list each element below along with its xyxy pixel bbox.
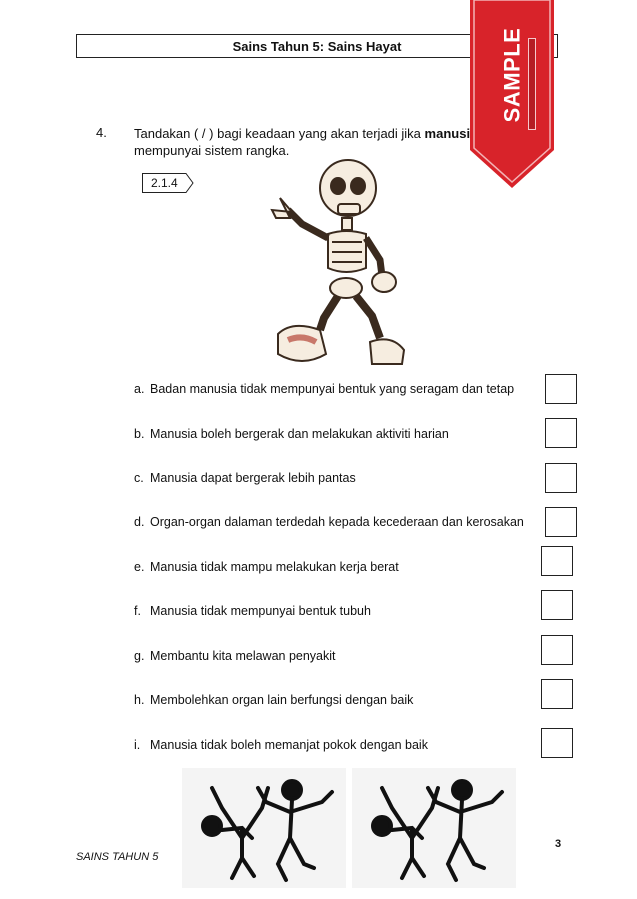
dancing-skeletons-image-2 [352,768,516,888]
option-e: e. Manusia tidak mampu melakukan kerja berat [134,560,399,574]
option-i: i. Manusia tidak boleh memanjat pokok dengan baik [134,738,428,752]
footer-subject: SAINS TAHUN 5 [76,851,159,863]
page-title: Sains Tahun 5: Sains Hayat [232,38,402,54]
option-a-checkbox[interactable] [545,374,577,404]
option-h-checkbox[interactable] [541,679,573,709]
page-number: 3 [555,838,562,850]
option-c: c. Manusia dapat bergerak lebih pantas [134,471,356,485]
option-d: d. Organ-organ dalaman terdedah kepada kecederaan dan kerosakan [134,515,524,529]
option-e-checkbox[interactable] [541,546,573,576]
option-b-checkbox[interactable] [545,418,577,448]
option-h: h. Membolehkan organ lain berfungsi dengan baik [134,693,414,707]
question-number: 4. [96,125,107,140]
skeleton-illustration [262,158,410,368]
standard-code-tag [142,173,188,193]
question-text: Tandakan ( / ) bagi keadaan yang akan terjadi jika manusi mempunyai sistem rangka. [134,126,471,158]
dancing-skeletons-image-1 [182,768,346,888]
option-c-checkbox[interactable] [545,463,577,493]
option-f-checkbox[interactable] [541,590,573,620]
option-b: b. Manusia boleh bergerak dan melakukan aktiviti harian [134,427,449,441]
option-g-checkbox[interactable] [541,635,573,665]
sample-watermark: SAMPLE [499,27,524,123]
option-f: f. Manusia tidak mempunyai bentuk tubuh [134,604,371,618]
standard-code: 2.1.4 [151,176,178,190]
option-g: g. Membantu kita melawan penyakit [134,649,336,663]
option-d-checkbox[interactable] [545,507,577,537]
option-i-checkbox[interactable] [541,728,573,758]
option-a: a. Badan manusia tidak mempunyai bentuk yang seragam dan tetap [134,382,515,396]
